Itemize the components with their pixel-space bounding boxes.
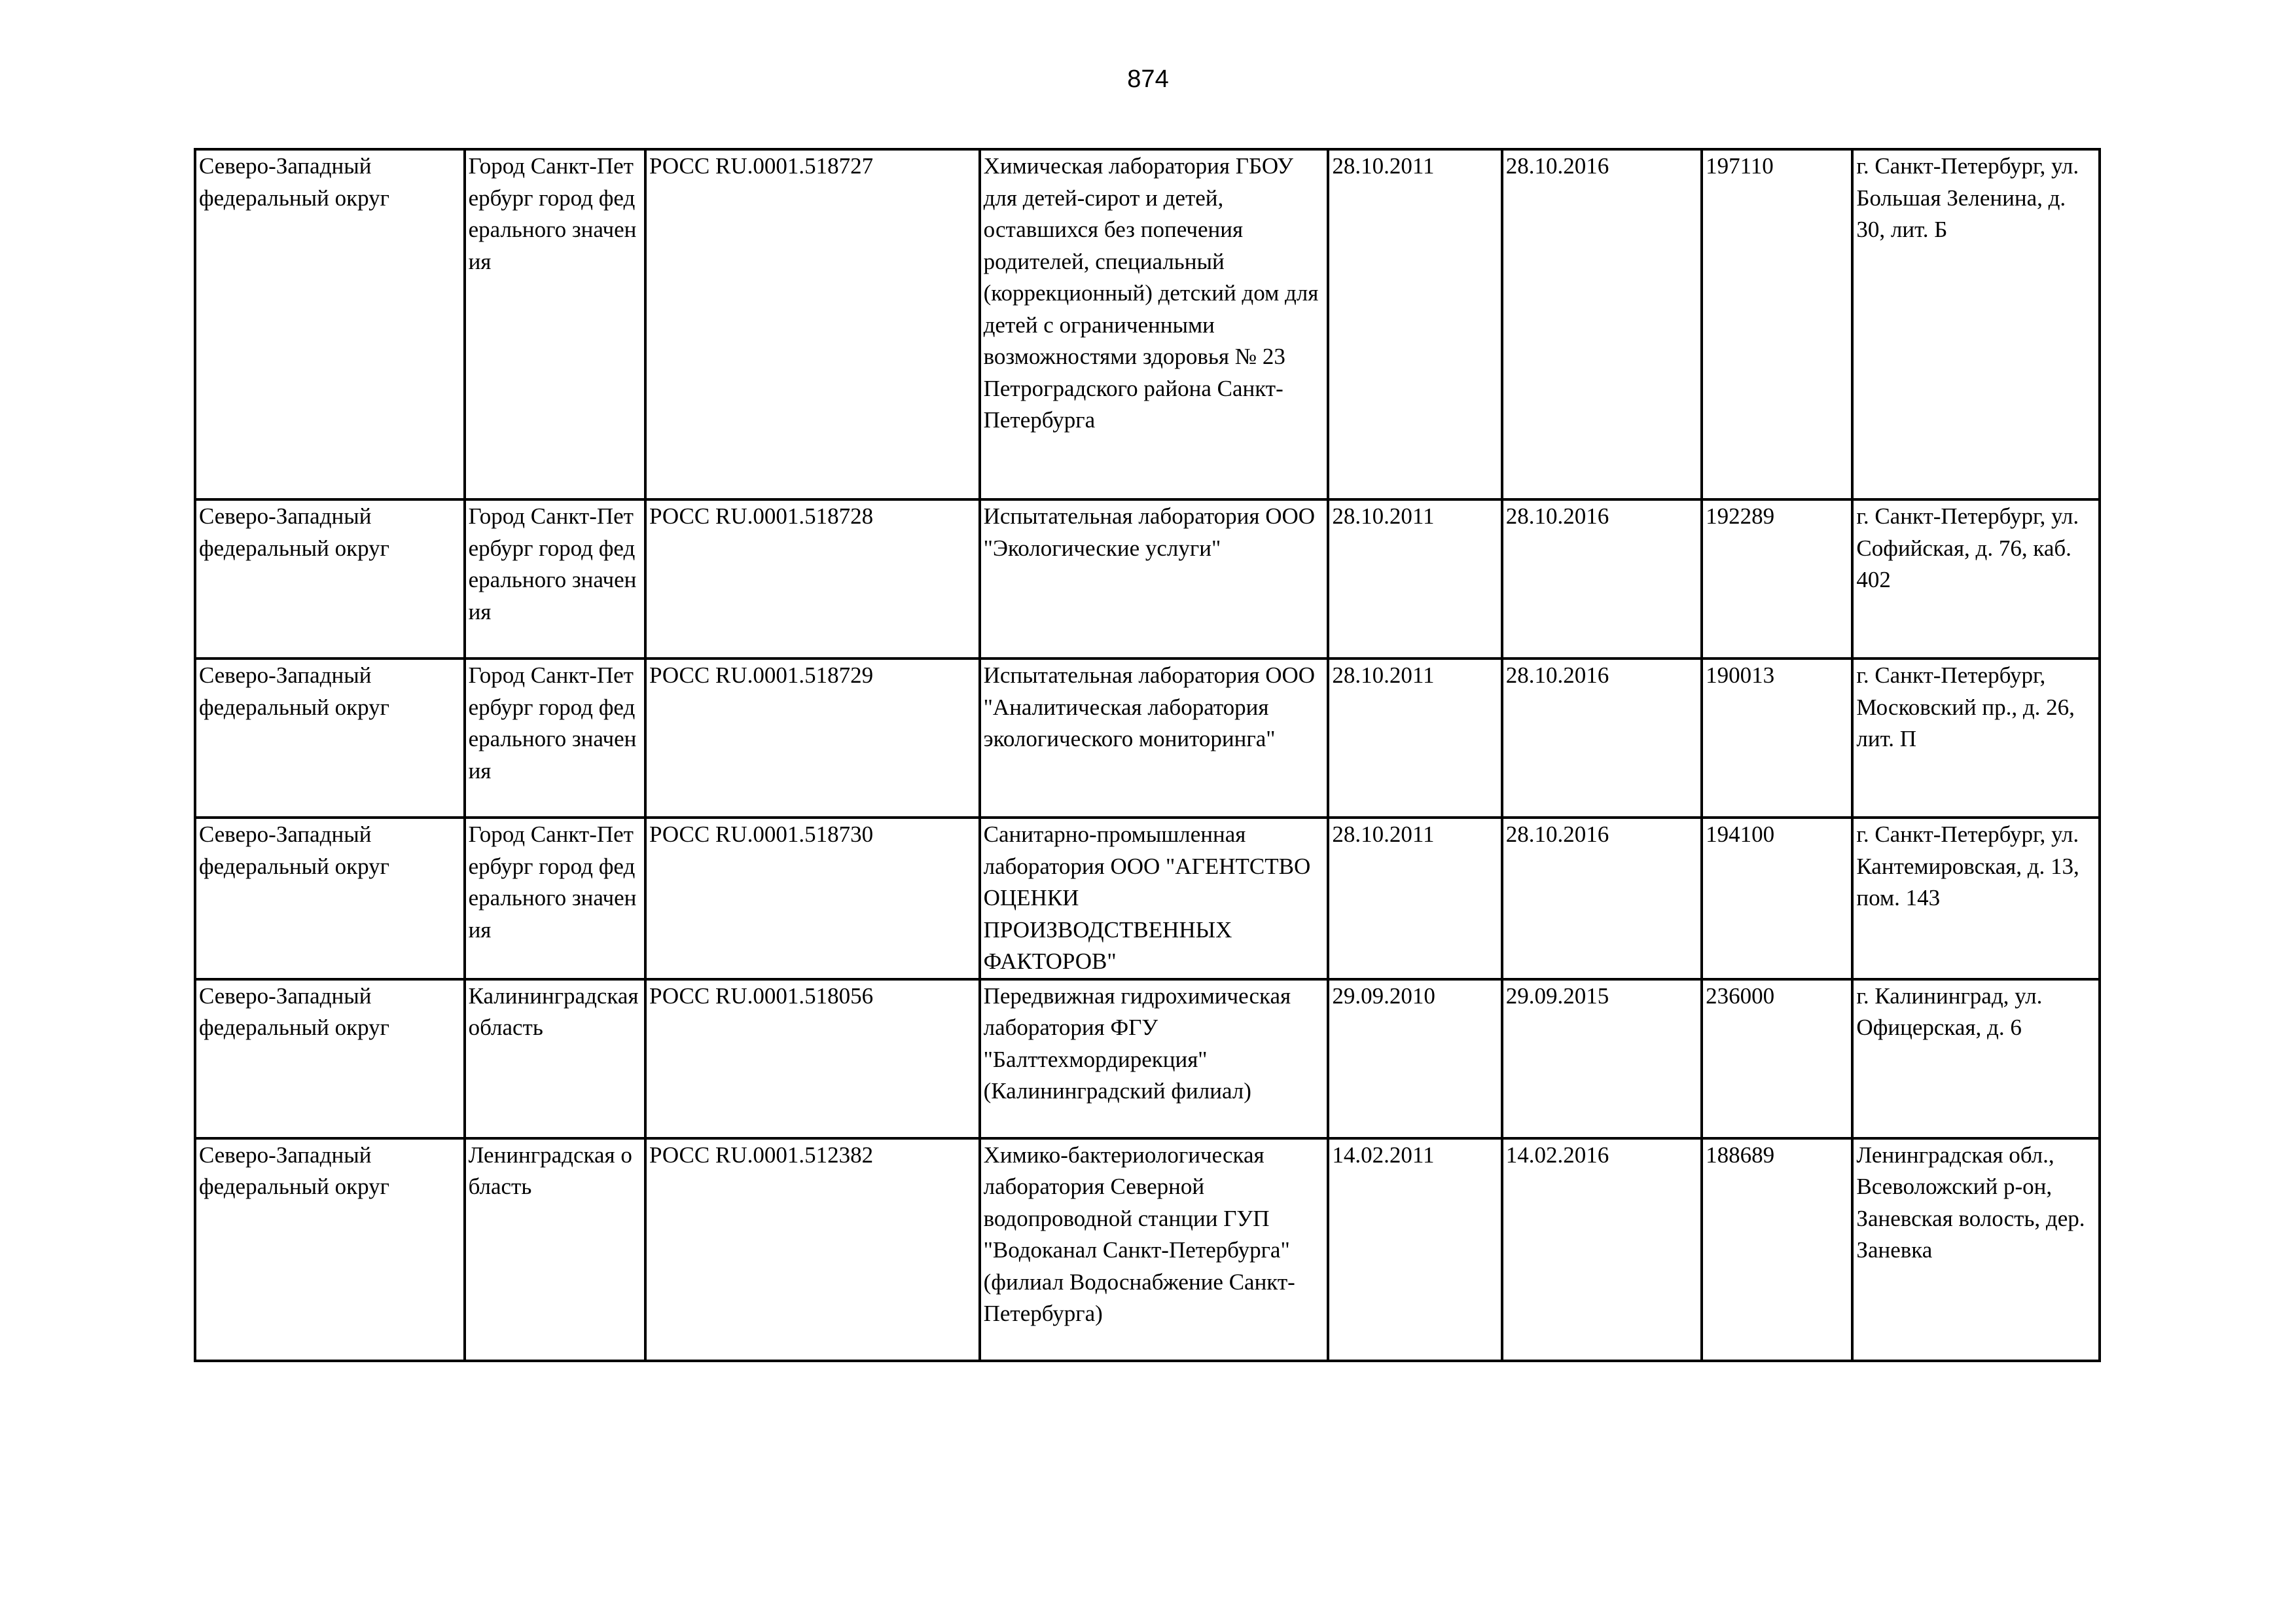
laboratory-name-cell: Испытательная лаборатория ООО "Экологические услуги" [980, 499, 1329, 659]
address-cell: г. Санкт-Петербург, ул. Большая Зеленина, д. 30, лит. Б [1852, 149, 2100, 499]
date-from-cell: 28.10.2011 [1328, 818, 1501, 979]
district-cell: Северо-Западный федеральный округ [195, 499, 465, 659]
date-from-cell: 28.10.2011 [1328, 149, 1501, 499]
certificate-number-cell: РОСС RU.0001.518056 [645, 979, 980, 1138]
district-cell: Северо-Западный федеральный округ [195, 149, 465, 499]
postal-index-cell: 194100 [1702, 818, 1852, 979]
date-to-cell: 28.10.2016 [1502, 499, 1702, 659]
laboratory-name-cell: Химическая лаборатория ГБОУ для детей-сирот и детей, оставшихся без попечения родителей, специальный (коррекционный) детский дом для детей с ограниченными возможностями здоровья № 23 Петроградского района Санкт-Петербурга [980, 149, 1329, 499]
region-cell: Город Санкт-Петербург город федерального значения [465, 818, 645, 979]
date-to-cell: 28.10.2016 [1502, 659, 1702, 818]
date-from-cell: 14.02.2011 [1328, 1138, 1501, 1361]
region-cell: Город Санкт-Петербург город федерального значения [465, 499, 645, 659]
date-to-cell: 14.02.2016 [1502, 1138, 1702, 1361]
address-cell: Ленинградская обл., Всеволожский р-он, Заневская волость, дер. Заневка [1852, 1138, 2100, 1361]
table-row [195, 1138, 2100, 1361]
laboratory-name-cell: Санитарно-промышленная лаборатория ООО "АГЕНТСТВО ОЦЕНКИ ПРОИЗВОДСТВЕННЫХ ФАКТОРОВ" [980, 818, 1329, 979]
date-to-cell: 28.10.2016 [1502, 818, 1702, 979]
date-from-cell: 29.09.2010 [1328, 979, 1501, 1138]
district-cell: Северо-Западный федеральный округ [195, 659, 465, 818]
address-cell: г. Калининград, ул. Офицерская, д. 6 [1852, 979, 2100, 1138]
certificate-number-cell: РОСС RU.0001.518729 [645, 659, 980, 818]
address-cell: г. Санкт-Петербург, ул. Софийская, д. 76, каб. 402 [1852, 499, 2100, 659]
table-row [195, 499, 2100, 659]
postal-index-cell: 197110 [1702, 149, 1852, 499]
certificate-number-cell: РОСС RU.0001.512382 [645, 1138, 980, 1361]
region-cell: Город Санкт-Петербург город федерального значения [465, 149, 645, 499]
postal-index-cell: 192289 [1702, 499, 1852, 659]
date-to-cell: 28.10.2016 [1502, 149, 1702, 499]
laboratory-registry-table [194, 148, 2101, 1362]
date-from-cell: 28.10.2011 [1328, 499, 1501, 659]
district-cell: Северо-Западный федеральный округ [195, 818, 465, 979]
laboratory-name-cell: Химико-бактериологическая лаборатория Северной водопроводной станции ГУП "Водоканал Санкт-Петербурга" (филиал Водоснабжение Санкт-Петербурга) [980, 1138, 1329, 1361]
postal-index-cell: 188689 [1702, 1138, 1852, 1361]
district-cell: Северо-Западный федеральный округ [195, 979, 465, 1138]
table-row [195, 979, 2100, 1138]
table-row [195, 659, 2100, 818]
certificate-number-cell: РОСС RU.0001.518730 [645, 818, 980, 979]
postal-index-cell: 190013 [1702, 659, 1852, 818]
certificate-number-cell: РОСС RU.0001.518728 [645, 499, 980, 659]
address-cell: г. Санкт-Петербург, ул. Кантемировская, д. 13, пом. 143 [1852, 818, 2100, 979]
region-cell: Ленинградская область [465, 1138, 645, 1361]
laboratory-name-cell: Передвижная гидрохимическая лаборатория ФГУ "Балттехмордирекция" (Калининградский филиал) [980, 979, 1329, 1138]
laboratory-name-cell: Испытательная лаборатория ООО "Аналитическая лаборатория экологического мониторинга" [980, 659, 1329, 818]
table-row [195, 149, 2100, 499]
district-cell: Северо-Западный федеральный округ [195, 1138, 465, 1361]
region-cell: Калининградская область [465, 979, 645, 1138]
page-number: 874 [1127, 65, 1169, 93]
certificate-number-cell: РОСС RU.0001.518727 [645, 149, 980, 499]
region-cell: Город Санкт-Петербург город федерального значения [465, 659, 645, 818]
date-from-cell: 28.10.2011 [1328, 659, 1501, 818]
postal-index-cell: 236000 [1702, 979, 1852, 1138]
table-row [195, 818, 2100, 979]
date-to-cell: 29.09.2015 [1502, 979, 1702, 1138]
address-cell: г. Санкт-Петербург, Московский пр., д. 26, лит. П [1852, 659, 2100, 818]
